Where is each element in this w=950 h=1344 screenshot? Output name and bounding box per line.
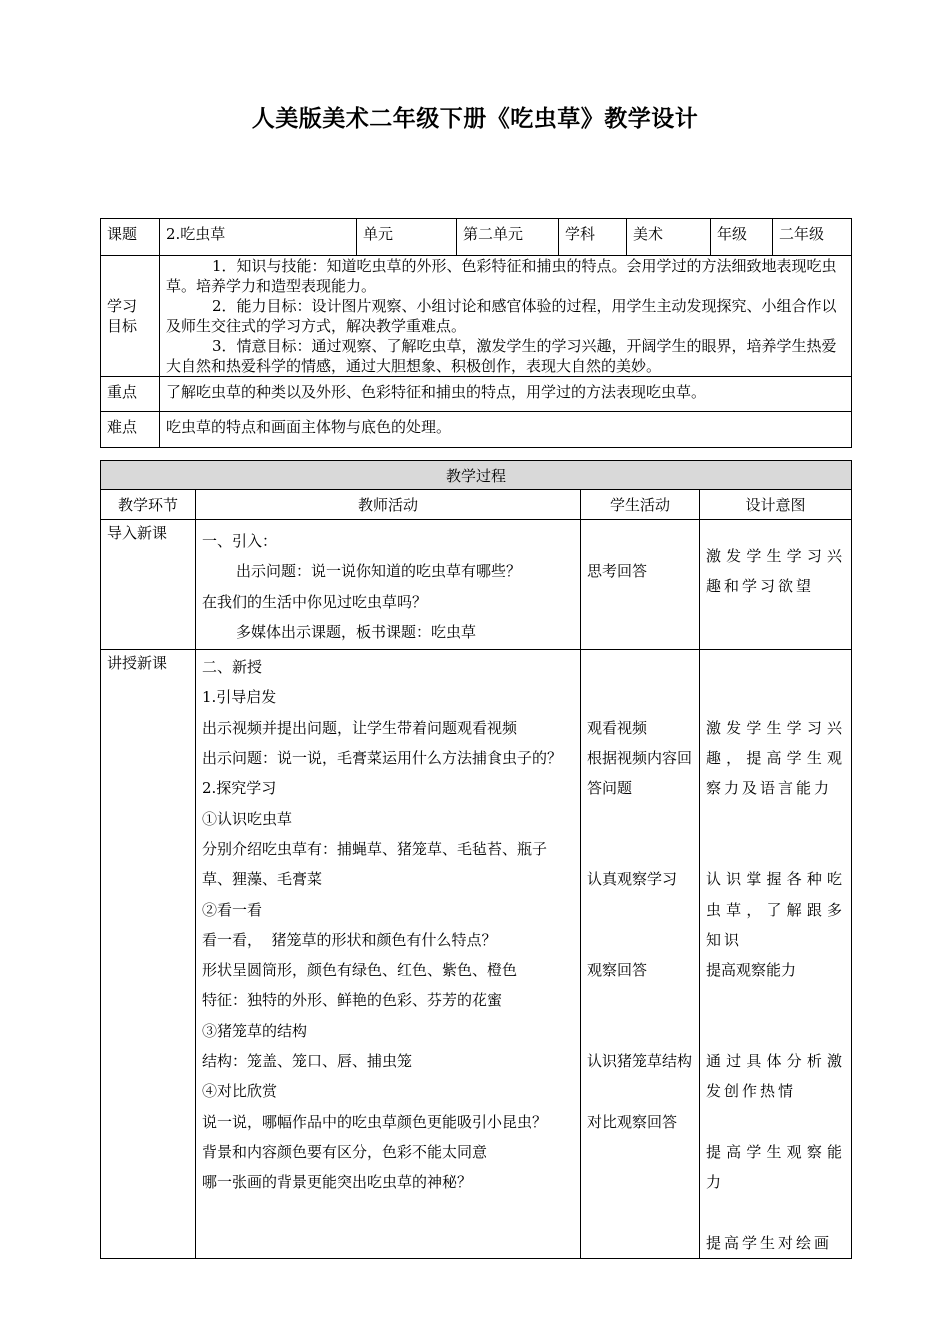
subject-value: 美术 — [627, 219, 711, 256]
teacher-line: ②看一看 — [202, 900, 263, 919]
stage-intro: 导入新课 — [101, 520, 196, 650]
intent-text: 激发学生学习兴趣，提高学生观察力及语言能力 — [706, 718, 846, 798]
teacher-line: ④对比欣赏 — [202, 1082, 278, 1101]
intent-text: 通过具体分析激发创作热情 — [706, 1052, 846, 1101]
teach-teacher — [196, 650, 581, 1259]
process-heading: 教学过程 — [101, 461, 852, 490]
teacher-line: 一、引入： — [202, 532, 278, 550]
teacher-line: 1.引导启发 — [202, 688, 277, 707]
intent-text: 提高学生观察能力 — [706, 1142, 846, 1192]
teacher-line: 看一看， 猪笼草的形状和颜色有什么特点？ — [202, 930, 497, 949]
subject-label: 学科 — [559, 219, 627, 256]
page-title: 人美版美术二年级下册《吃虫草》教学设计 — [251, 106, 699, 132]
teacher-line: 结构：笼盖、笼口、唇、捕虫笼 — [202, 1052, 413, 1071]
student-line: 认真观察学习 — [587, 870, 678, 889]
student-line: 观察回答 — [587, 961, 648, 980]
intent-text: 提高观察能力 — [706, 961, 797, 980]
col-intent: 设计意图 — [700, 490, 852, 520]
student-line: 观看视频 — [587, 718, 648, 737]
grade-label: 年级 — [711, 219, 773, 256]
col-teacher: 教师活动 — [196, 490, 581, 520]
teacher-line: 分别介绍吃虫草有：捕蝇草、猪笼草、毛毡苔、瓶子草、狸藻、毛膏菜 — [202, 839, 548, 889]
teach-intent — [700, 650, 852, 1259]
teacher-line: 出示问题：说一说，毛膏菜运用什么方法捕食虫子的？ — [202, 749, 563, 768]
goals-label: 学习目标 — [101, 256, 160, 377]
unit-value: 第二单元 — [457, 219, 559, 256]
goal-ability: 2．能力目标：设计图片观察、小组讨论和感官体验的过程，用学生主动发现探究、小组合作以及师生交往式的学习方式，解决教学重难点。 — [166, 297, 837, 335]
col-stage: 教学环节 — [101, 490, 196, 520]
difficulty-label: 难点 — [101, 412, 160, 448]
student-line: 根据视频内容回答问题 — [587, 749, 693, 798]
teacher-line: ③猪笼草的结构 — [202, 1021, 308, 1040]
teacher-line: 出示问题：说一说你知道的吃虫草有哪些？ — [236, 562, 522, 581]
teacher-line: 出示视频并提出问题，让学生带着问题观看视频 — [202, 718, 518, 737]
stage-teach: 讲授新课 — [101, 650, 196, 1259]
difficulty-text: 吃虫草的特点和画面主体物与底色的处理。 — [160, 412, 852, 448]
teacher-line: 说一说，哪幅作品中的吃虫草颜色更能吸引小昆虫？ — [202, 1112, 548, 1131]
student-line: 思考回答 — [587, 562, 648, 580]
teaching-process-table — [100, 460, 852, 1259]
teacher-line: 背景和内容颜色要有区分，色彩不能太同意 — [202, 1142, 488, 1161]
intent-text: 认识掌握各种吃虫草，了解跟多知识 — [706, 870, 846, 949]
unit-label: 单元 — [357, 219, 457, 256]
teacher-line: 2.探究学习 — [202, 779, 277, 798]
intro-teacher — [196, 520, 581, 650]
intent-text: 激发学生学习兴趣和学习欲望 — [706, 547, 846, 596]
teacher-line: 多媒体出示课题，板书课题：吃虫草 — [236, 622, 477, 641]
intro-student — [581, 520, 700, 650]
student-line: 对比观察回答 — [587, 1112, 678, 1131]
teacher-line: 哪一张画的背景更能突出吃虫草的神秘？ — [202, 1173, 473, 1192]
student-line: 认识猪笼草结构 — [587, 1052, 693, 1071]
goal-emotion: 3．情意目标：通过观察、了解吃虫草，激发学生的学习兴趣，开阔学生的眼界，培养学生热爱大自然和热爱科学的情感，通过大胆想象、积极创作，表现大自然的美妙。 — [166, 337, 837, 375]
teacher-line: ①认识吃虫草 — [202, 809, 293, 828]
teacher-line: 特征：独特的外形、鲜艳的色彩、芬芳的花蜜 — [202, 991, 503, 1010]
key-text: 了解吃虫草的种类以及外形、色彩特征和捕虫的特点，用学过的方法表现吃虫草。 — [160, 377, 852, 412]
intro-intent — [700, 520, 852, 650]
col-student: 学生活动 — [581, 490, 700, 520]
teacher-line: 二、新授 — [202, 658, 263, 677]
teacher-line: 在我们的生活中你见过吃虫草吗？ — [202, 592, 428, 611]
teach-student — [581, 650, 700, 1259]
key-label: 重点 — [101, 377, 160, 412]
topic-value: 2.吃虫草 — [160, 219, 357, 256]
intent-text: 提高学生对绘画 — [706, 1233, 833, 1252]
goal-knowledge: 1．知识与技能：知道吃虫草的外形、色彩特征和捕虫的特点。会用学过的方法细致地表现吃虫草。培养学力和造型表现能力。 — [166, 257, 837, 295]
goals-text — [160, 256, 852, 377]
teacher-line: 形状呈圆筒形，颜色有绿色、红色、紫色、橙色 — [202, 961, 518, 980]
grade-value: 二年级 — [773, 219, 852, 256]
topic-label: 课题 — [101, 219, 160, 256]
course-info-table — [100, 218, 852, 448]
